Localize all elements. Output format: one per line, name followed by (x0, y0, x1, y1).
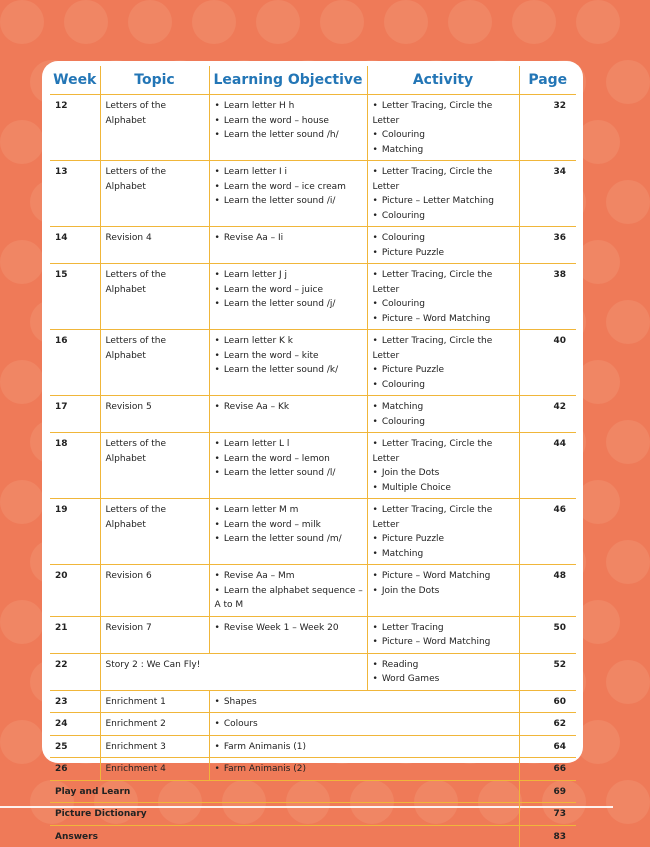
page-cell: 44 (519, 433, 576, 499)
table-row (50, 653, 576, 690)
objective-list (215, 717, 519, 732)
header-week: Week (50, 66, 100, 95)
activity-item: • Matching (373, 547, 519, 562)
activity-item: • Reading (373, 658, 519, 673)
objective-item: • Learn letter L l (215, 437, 367, 452)
week-cell: 19 (50, 499, 100, 565)
activity-cell (367, 499, 519, 565)
objective-item: • Colours (215, 717, 519, 732)
page-cell: 42 (519, 396, 576, 433)
topic-cell: Letters of the Alphabet (100, 264, 209, 330)
pattern-flower (606, 180, 650, 224)
activity-item: • Letter Tracing, Circle the Letter (373, 268, 519, 297)
activity-list (373, 165, 519, 223)
header-objective: Learning Objective (209, 66, 367, 95)
topic-cell: Revision 7 (100, 616, 209, 653)
topic-cell: Letters of the Alphabet (100, 95, 209, 161)
week-cell: 15 (50, 264, 100, 330)
activity-list (373, 99, 519, 157)
contents-card (42, 61, 583, 842)
activity-list (373, 658, 519, 687)
page-cell: 48 (519, 565, 576, 617)
activity-item: • Letter Tracing, Circle the Letter (373, 437, 519, 466)
activity-item: • Letter Tracing, Circle the Letter (373, 165, 519, 194)
week-cell: 24 (50, 713, 100, 736)
activity-item: • Colouring (373, 209, 519, 224)
week-cell: 20 (50, 565, 100, 617)
activity-list (373, 334, 519, 392)
pattern-flower (606, 780, 650, 824)
activity-cell (367, 616, 519, 653)
objective-item: • Revise Week 1 – Week 20 (215, 621, 367, 636)
topic-cell: Revision 6 (100, 565, 209, 617)
activity-item: • Colouring (373, 378, 519, 393)
activity-item: • Matching (373, 143, 519, 158)
activity-list (373, 621, 519, 650)
topic-cell: Letters of the Alphabet (100, 433, 209, 499)
page-cell: 64 (519, 735, 576, 758)
topic-cell: Revision 5 (100, 396, 209, 433)
objective-item: • Revise Aa – Mm (215, 569, 367, 584)
objective-cell (209, 713, 519, 736)
activity-item: • Picture – Word Matching (373, 635, 519, 650)
page-cell: 50 (519, 616, 576, 653)
activity-item: • Letter Tracing (373, 621, 519, 636)
objective-list (215, 569, 367, 613)
objective-list (215, 762, 519, 777)
section-cell: Picture Dictionary (50, 803, 519, 826)
activity-item: • Picture – Word Matching (373, 569, 519, 584)
objective-item: • Learn letter H h (215, 99, 367, 114)
table-row (50, 433, 576, 499)
objective-cell (209, 330, 367, 396)
table-row (50, 616, 576, 653)
page-cell: 69 (519, 780, 576, 803)
page-cell: 62 (519, 713, 576, 736)
pattern-flower (606, 660, 650, 704)
objective-item: • Learn the word – juice (215, 283, 367, 298)
topic-cell: Letters of the Alphabet (100, 161, 209, 227)
header-row (50, 66, 576, 95)
table-row (50, 758, 576, 781)
activity-list (373, 569, 519, 598)
table-row (50, 95, 576, 161)
objective-item: • Learn the word – lemon (215, 452, 367, 467)
activity-item: • Letter Tracing, Circle the Letter (373, 334, 519, 363)
page-cell: 38 (519, 264, 576, 330)
activity-item: • Colouring (373, 128, 519, 143)
activity-item: • Picture – Word Matching (373, 312, 519, 327)
page-cell: 83 (553, 831, 566, 842)
table-row (50, 825, 576, 847)
objective-list (215, 695, 519, 710)
section-cell: Answers (50, 825, 519, 847)
page-cell: 46 (519, 499, 576, 565)
objective-cell (209, 499, 367, 565)
activity-item: • Multiple Choice (373, 481, 519, 496)
objective-cell (209, 433, 367, 499)
objective-list (215, 334, 367, 378)
week-cell: 25 (50, 735, 100, 758)
pattern-flower (128, 0, 172, 44)
week-cell: 23 (50, 690, 100, 713)
activity-list (373, 400, 519, 429)
table-row (50, 803, 576, 826)
page-cell: 73 (519, 803, 576, 826)
page-cell: 52 (519, 653, 576, 690)
objective-cell (209, 758, 519, 781)
objective-list (215, 740, 519, 755)
week-cell: 17 (50, 396, 100, 433)
table-row (50, 735, 576, 758)
activity-item: • Matching (373, 400, 519, 415)
activity-cell (367, 653, 519, 690)
objective-item: • Learn the letter sound /j/ (215, 297, 367, 312)
topic-cell: Letters of the Alphabet (100, 330, 209, 396)
objective-item: • Learn the letter sound /h/ (215, 128, 367, 143)
activity-cell (367, 330, 519, 396)
objective-list (215, 503, 367, 547)
week-cell: 13 (50, 161, 100, 227)
activity-item: • Join the Dots (373, 466, 519, 481)
table-row (50, 227, 576, 264)
activity-item: • Word Games (373, 672, 519, 687)
activity-item: • Join the Dots (373, 584, 519, 599)
pattern-flower (448, 0, 492, 44)
topic-cell: Revision 4 (100, 227, 209, 264)
week-cell: 21 (50, 616, 100, 653)
objective-item: • Revise Aa – Ii (215, 231, 367, 246)
objective-cell (209, 161, 367, 227)
activity-item: • Colouring (373, 297, 519, 312)
objective-item: • Learn the alphabet sequence – A to M (215, 584, 367, 613)
table-row (50, 264, 576, 330)
table-row (50, 499, 576, 565)
activity-list (373, 503, 519, 561)
objective-cell (209, 95, 367, 161)
objective-list (215, 231, 367, 246)
objective-item: • Learn the word – house (215, 114, 367, 129)
page-cell: 60 (519, 690, 576, 713)
page-cell: 32 (519, 95, 576, 161)
pattern-flower (0, 600, 44, 644)
week-cell: 22 (50, 653, 100, 690)
objective-item: • Shapes (215, 695, 519, 710)
pattern-flower (606, 540, 650, 584)
page-cell: 40 (519, 330, 576, 396)
week-cell: 12 (50, 95, 100, 161)
pattern-flower (192, 0, 236, 44)
topic-cell: Enrichment 3 (100, 735, 209, 758)
objective-item: • Revise Aa – Kk (215, 400, 367, 415)
activity-cell (367, 433, 519, 499)
objective-list (215, 99, 367, 143)
topic-cell: Letters of the Alphabet (100, 499, 209, 565)
page-cell: 36 (519, 227, 576, 264)
activity-item: • Colouring (373, 415, 519, 430)
activity-list (373, 268, 519, 326)
table-row (50, 330, 576, 396)
objective-cell (209, 264, 367, 330)
objective-cell (209, 616, 367, 653)
pattern-flower (0, 480, 44, 524)
activity-item: • Picture – Letter Matching (373, 194, 519, 209)
table-row (50, 161, 576, 227)
week-cell: 14 (50, 227, 100, 264)
activity-item: • Picture Puzzle (373, 532, 519, 547)
activity-item: • Picture Puzzle (373, 246, 519, 261)
activity-cell (367, 565, 519, 617)
week-cell: 26 (50, 758, 100, 781)
table-row (50, 565, 576, 617)
pattern-flower (256, 0, 300, 44)
activity-cell (367, 95, 519, 161)
header-activity: Activity (367, 66, 519, 95)
objective-item: • Learn the letter sound /m/ (215, 532, 367, 547)
objective-item: • Learn letter J j (215, 268, 367, 283)
objective-item: • Farm Animanis (2) (215, 762, 519, 777)
section-cell: Play and Learn (50, 780, 519, 803)
objective-item: • Learn the letter sound /i/ (215, 194, 367, 209)
objective-item: • Learn the word – kite (215, 349, 367, 364)
pattern-flower (606, 60, 650, 104)
topic-cell: Enrichment 4 (100, 758, 209, 781)
pattern-flower (0, 240, 44, 284)
objective-item: • Learn letter K k (215, 334, 367, 349)
page-cell: 34 (519, 161, 576, 227)
objective-cell (209, 396, 367, 433)
objective-item: • Learn the letter sound /l/ (215, 466, 367, 481)
table-row (50, 713, 576, 736)
activity-item: • Colouring (373, 231, 519, 246)
table-row (50, 396, 576, 433)
week-cell: 18 (50, 433, 100, 499)
objective-cell (209, 227, 367, 264)
objective-item: • Learn the letter sound /k/ (215, 363, 367, 378)
activity-list (373, 437, 519, 495)
objective-item: • Learn letter I i (215, 165, 367, 180)
activity-item: • Picture Puzzle (373, 363, 519, 378)
pattern-flower (0, 720, 44, 764)
objective-list (215, 268, 367, 312)
topic-cell: Enrichment 2 (100, 713, 209, 736)
table-row (50, 690, 576, 713)
pattern-flower (512, 0, 556, 44)
activity-cell (367, 161, 519, 227)
page-cell: 66 (519, 758, 576, 781)
activity-list (373, 231, 519, 260)
activity-item: • Letter Tracing, Circle the Letter (373, 99, 519, 128)
header-topic: Topic (100, 66, 209, 95)
week-cell: 16 (50, 330, 100, 396)
pattern-flower (0, 120, 44, 164)
topic-cell: Story 2 : We Can Fly! (100, 653, 367, 690)
objective-item: • Learn letter M m (215, 503, 367, 518)
pattern-flower (384, 0, 428, 44)
activity-cell (367, 396, 519, 433)
pattern-flower (606, 300, 650, 344)
pattern-flower (576, 0, 620, 44)
pattern-flower (64, 0, 108, 44)
topic-cell: Enrichment 1 (100, 690, 209, 713)
pattern-flower (320, 0, 364, 44)
activity-cell (367, 264, 519, 330)
pattern-flower (0, 0, 44, 44)
objective-item: • Learn the word – milk (215, 518, 367, 533)
objective-list (215, 621, 367, 636)
objective-list (215, 437, 367, 481)
header-page: Page (519, 66, 576, 95)
objective-cell (209, 735, 519, 758)
objective-item: • Farm Animanis (1) (215, 740, 519, 755)
objective-item: • Learn the word – ice cream (215, 180, 367, 195)
pattern-flower (606, 420, 650, 464)
activity-cell (367, 227, 519, 264)
contents-table (50, 66, 576, 847)
activity-item: • Letter Tracing, Circle the Letter (373, 503, 519, 532)
objective-list (215, 165, 367, 209)
pattern-flower (0, 360, 44, 404)
objective-cell (209, 565, 367, 617)
objective-cell (209, 690, 519, 713)
objective-list (215, 400, 367, 415)
table-row (50, 780, 576, 803)
